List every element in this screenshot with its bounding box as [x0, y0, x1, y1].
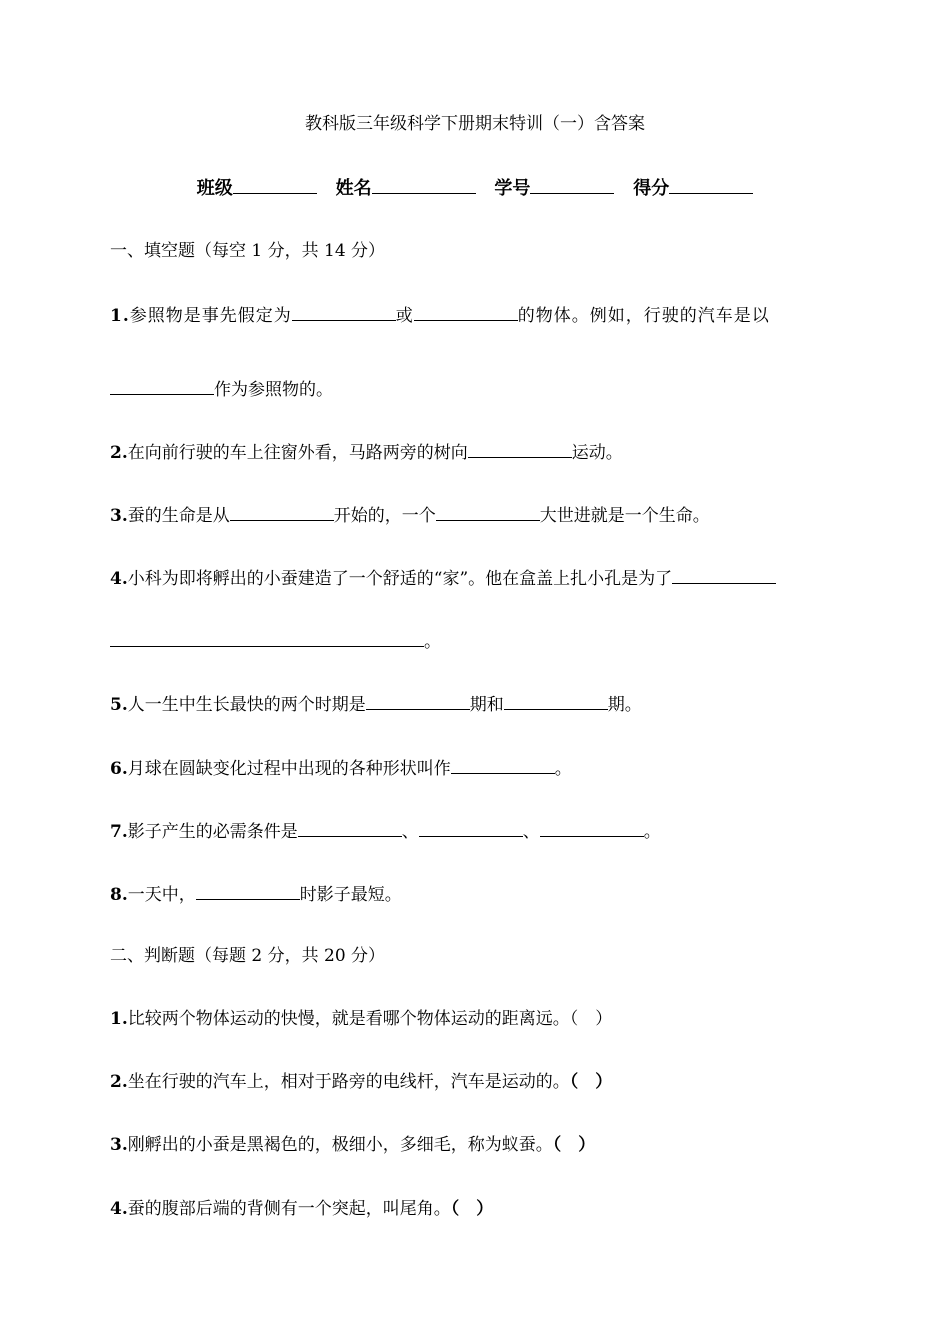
- answer-blank[interactable]: [196, 881, 300, 900]
- student-info-row: [0, 175, 950, 201]
- question-text: 人一生中生长最快的两个时期是: [127, 695, 366, 715]
- answer-parentheses[interactable]: （ ）: [450, 1199, 494, 1219]
- question-number: 3.: [110, 1135, 128, 1155]
- section-true-false-heading: 二、判断题（每题 2 分，共 20 分）: [110, 946, 386, 966]
- question-text: 或: [395, 306, 414, 326]
- answer-blank[interactable]: [672, 565, 776, 584]
- question-text: 坐在行驶的汽车上，相对于路旁的电线杆，汽车是运动的。: [127, 1072, 570, 1092]
- name-label: 姓名: [335, 178, 372, 199]
- section-fill-blank-heading: 一、填空题（每空 1 分，共 14 分）: [110, 241, 386, 261]
- score-label: 得分: [633, 178, 670, 199]
- question-number: 8.: [110, 885, 128, 905]
- answer-parentheses[interactable]: （ ）: [552, 1135, 596, 1155]
- class-label: 班级: [196, 178, 233, 199]
- question-text: 参照物是事先假定为: [129, 306, 292, 326]
- question-text: 比较两个物体运动的快慢，就是看哪个物体运动的距离远。: [127, 1009, 570, 1029]
- question-1-continued: [110, 376, 850, 402]
- answer-blank[interactable]: [110, 376, 214, 395]
- judge-question-2: [110, 1070, 850, 1094]
- question-number: 2.: [110, 1072, 128, 1092]
- question-text: 期和: [469, 695, 504, 715]
- question-text: 时影子最短。: [299, 885, 402, 905]
- separator: 、: [401, 822, 419, 842]
- class-blank[interactable]: [233, 175, 317, 194]
- answer-blank[interactable]: [540, 818, 644, 837]
- answer-blank[interactable]: [414, 302, 518, 321]
- answer-blank[interactable]: [292, 302, 396, 321]
- question-text: 在向前行驶的车上往窗外看，马路两旁的树向: [127, 443, 468, 463]
- question-text: 作为参照物的。: [214, 380, 333, 400]
- question-text: 小科为即将孵出的小蚕建造了一个舒适的“家”。他在盒盖上扎小孔是为了: [127, 569, 673, 589]
- page-title: 教科版三年级科学下册期末特训（一）含答案: [305, 114, 645, 134]
- answer-blank[interactable]: [366, 691, 470, 710]
- question-5: [110, 691, 850, 717]
- question-text: 蚕的生命是从: [127, 506, 230, 526]
- question-number: 4.: [110, 569, 128, 589]
- question-number: 5.: [110, 695, 128, 715]
- question-7: [110, 818, 850, 844]
- answer-blank[interactable]: [298, 818, 402, 837]
- judge-question-3: [110, 1133, 850, 1157]
- question-3: [110, 502, 850, 528]
- question-1: [110, 302, 850, 328]
- question-text: 大世进就是一个生命。: [539, 506, 710, 526]
- answer-parentheses[interactable]: （ ）: [569, 1072, 613, 1092]
- question-number: 1.: [110, 1009, 128, 1029]
- question-text: 运动。: [571, 443, 623, 463]
- question-number: 6.: [110, 759, 128, 779]
- answer-blank[interactable]: [436, 502, 540, 521]
- name-blank[interactable]: [372, 175, 476, 194]
- answer-blank[interactable]: [504, 691, 608, 710]
- answer-blank[interactable]: [230, 502, 334, 521]
- question-number: 7.: [110, 822, 128, 842]
- question-text: 开始的，一个: [333, 506, 436, 526]
- question-6: [110, 755, 850, 781]
- answer-blank[interactable]: [468, 439, 572, 458]
- question-number: 1.: [110, 306, 130, 326]
- separator: 、: [522, 822, 540, 842]
- id-label: 学号: [494, 178, 531, 199]
- question-number: 3.: [110, 506, 128, 526]
- question-8: [110, 881, 850, 907]
- question-number: 4.: [110, 1199, 128, 1219]
- id-blank[interactable]: [530, 175, 614, 194]
- question-number: 2.: [110, 443, 128, 463]
- question-text: 期。: [607, 695, 642, 715]
- question-text: 。: [554, 759, 572, 779]
- question-text: 。: [643, 822, 661, 842]
- judge-question-4: [110, 1197, 850, 1221]
- question-text: 。: [424, 632, 441, 652]
- question-text: 刚孵出的小蚕是黑褐色的，极细小，多细毛，称为蚁蚕。: [127, 1135, 553, 1155]
- answer-blank[interactable]: [110, 628, 424, 647]
- answer-parentheses[interactable]: （ ）: [569, 1009, 613, 1029]
- answer-blank[interactable]: [419, 818, 523, 837]
- question-text: 一天中，: [127, 885, 196, 905]
- answer-blank[interactable]: [451, 755, 555, 774]
- question-2: [110, 439, 850, 465]
- question-text: 影子产生的必需条件是: [127, 822, 298, 842]
- question-4-continued: [110, 628, 850, 654]
- question-4: [110, 565, 850, 591]
- question-text: 蚕的腹部后端的背侧有一个突起，叫尾角。: [127, 1199, 451, 1219]
- question-text: 的物体。例如，行驶的汽车是以: [517, 306, 770, 326]
- judge-question-1: [110, 1007, 850, 1031]
- question-text: 月球在圆缺变化过程中出现的各种形状叫作: [127, 759, 451, 779]
- score-blank[interactable]: [669, 175, 753, 194]
